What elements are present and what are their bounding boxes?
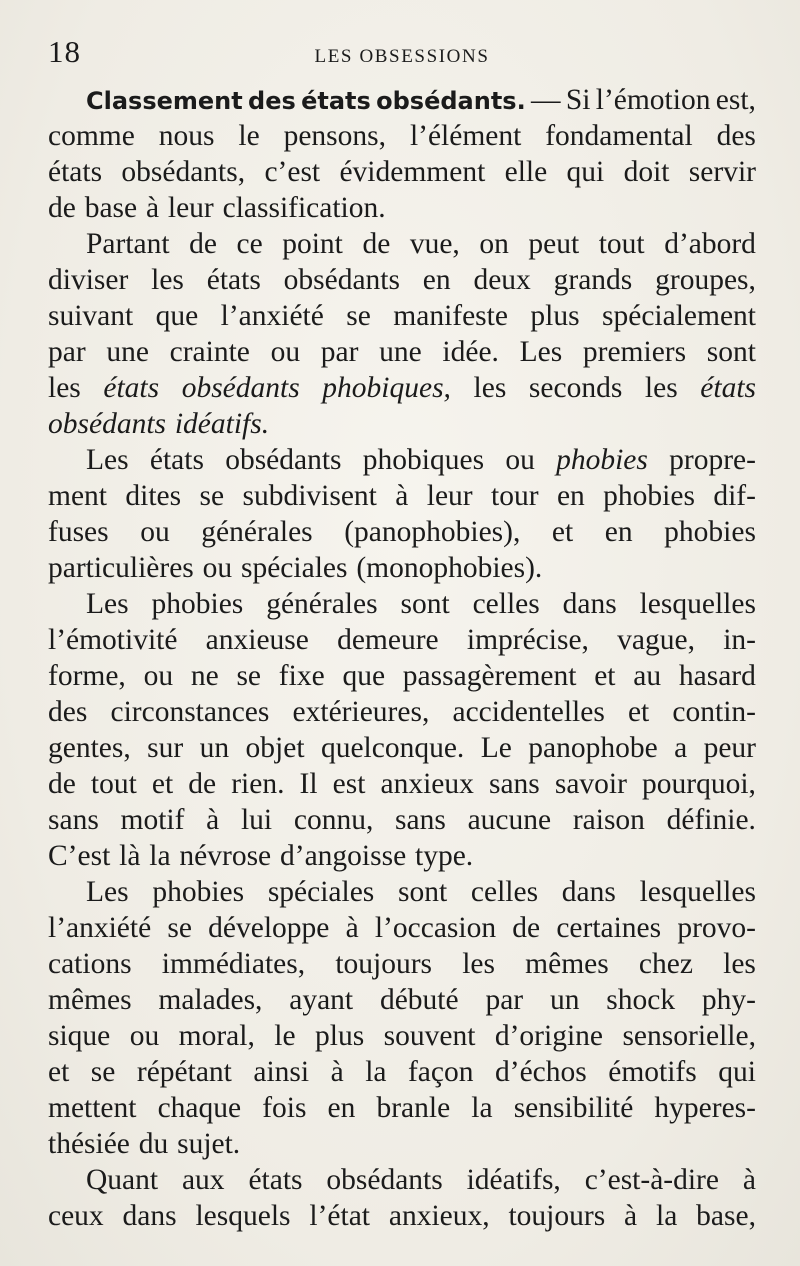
text-line <box>48 802 756 838</box>
word: celles <box>470 876 539 908</box>
word: phobiques, <box>322 372 451 404</box>
word: anxieux <box>380 768 474 800</box>
text-line <box>48 478 756 514</box>
word: phobies <box>603 480 695 512</box>
word: ou <box>129 1020 160 1052</box>
word: phobies <box>151 588 244 620</box>
word: et <box>627 696 650 728</box>
word: d’abord <box>664 228 756 260</box>
word: états <box>700 372 756 404</box>
word: se <box>346 300 371 332</box>
word: plus <box>530 300 580 332</box>
word: Les <box>86 876 129 908</box>
word: mettent <box>48 1092 137 1124</box>
word: sensibilité <box>513 1092 634 1124</box>
word: c’est <box>264 156 321 188</box>
word: sensorielle, <box>622 1020 756 1052</box>
word: tout <box>598 228 645 260</box>
word: savoir <box>554 768 627 800</box>
word: peut <box>528 228 580 260</box>
word: développe <box>208 912 330 944</box>
word: doit <box>623 156 670 188</box>
word: phobies <box>664 516 756 548</box>
body-text <box>48 82 756 1234</box>
word: sont <box>400 588 450 620</box>
word: lesquels <box>195 1200 291 1232</box>
word: raison <box>572 804 645 836</box>
word: un <box>199 732 230 764</box>
word: certaines <box>556 912 662 944</box>
word: Les <box>86 588 129 620</box>
word: dites <box>125 480 182 512</box>
word: de <box>512 912 541 944</box>
word: aux <box>181 1164 225 1196</box>
word: a <box>674 732 688 764</box>
word: que <box>155 300 199 332</box>
word: shock <box>606 984 676 1016</box>
word: états <box>103 372 160 404</box>
word: contin- <box>672 696 756 728</box>
word: et <box>551 516 574 548</box>
word: sans <box>395 804 446 836</box>
word: phy- <box>701 984 756 1016</box>
word: et <box>48 1056 70 1088</box>
word: c’est-à-dire <box>584 1164 719 1196</box>
word: fondamental <box>545 120 693 152</box>
word: idée. <box>442 336 499 368</box>
word: mêmes <box>48 984 132 1016</box>
word: à <box>742 1164 756 1196</box>
word: elle <box>504 156 548 188</box>
word: vague, <box>617 624 695 656</box>
word: vue, <box>409 228 460 260</box>
word: dans <box>561 876 616 908</box>
word: de <box>189 228 217 260</box>
text-line <box>48 118 756 154</box>
word: est <box>332 768 366 800</box>
word: aucune <box>467 804 552 836</box>
word: sans <box>488 768 540 800</box>
text-line <box>48 982 756 1018</box>
word: sans <box>48 804 99 836</box>
word: plus <box>315 1020 365 1052</box>
page-header <box>48 34 756 68</box>
word: l’émotion <box>595 84 711 116</box>
word: C’est <box>48 840 111 872</box>
word: l’élément <box>409 120 522 152</box>
word: à <box>330 1056 344 1088</box>
text-line <box>48 514 756 550</box>
word: de <box>188 768 217 800</box>
word: malades, <box>158 984 263 1016</box>
word: ainsi <box>253 1056 310 1088</box>
word: la <box>365 1056 387 1088</box>
word: groupes, <box>655 264 756 296</box>
word: chez <box>638 948 693 980</box>
section-heading-word: Classement <box>86 87 243 115</box>
word: à <box>624 1200 638 1232</box>
word: peur <box>703 732 756 764</box>
text-line <box>48 1162 756 1198</box>
word: (panophobies), <box>344 516 521 548</box>
word: ou <box>270 336 301 368</box>
word: névrose <box>179 840 272 872</box>
word: hyperes- <box>654 1092 756 1124</box>
word: obsédants <box>181 372 300 404</box>
word: — <box>531 84 561 116</box>
word: fuses <box>48 516 109 548</box>
word: diviser <box>48 264 129 296</box>
word: ou <box>505 444 535 476</box>
word: l’occasion <box>374 912 497 944</box>
word: débuté <box>379 984 459 1016</box>
word: phobies <box>152 876 245 908</box>
word: grands <box>553 264 633 296</box>
word: dans <box>562 588 617 620</box>
word: l’émotivité <box>48 624 178 656</box>
text-line <box>48 1054 756 1090</box>
word: provo- <box>677 912 756 944</box>
text-line <box>48 1198 756 1234</box>
word: les <box>48 372 81 404</box>
text-line <box>48 694 756 730</box>
word: lesquelles <box>639 876 756 908</box>
word: la <box>149 840 171 872</box>
word: l’état <box>309 1200 370 1232</box>
word: lesquelles <box>639 588 756 620</box>
word: seconds <box>528 372 623 404</box>
word: tour <box>491 480 539 512</box>
word: souvent <box>383 1020 476 1052</box>
word: une <box>379 336 422 368</box>
text-line <box>48 766 756 802</box>
word: idéatifs. <box>174 408 270 440</box>
word: d’échos <box>495 1056 587 1088</box>
word: leur <box>426 480 473 512</box>
word: dans <box>122 1200 177 1232</box>
word: se <box>90 1056 116 1088</box>
word: obsédants <box>283 264 400 296</box>
word: chaque <box>157 1092 242 1124</box>
page-number: 18 <box>48 34 81 69</box>
word: premiers <box>582 336 687 368</box>
word: à <box>145 192 160 224</box>
word: sique <box>48 1020 111 1052</box>
word: branle <box>376 1092 451 1124</box>
text-line <box>48 406 756 442</box>
word: spéciales <box>267 876 375 908</box>
word: états <box>206 264 261 296</box>
word: et <box>151 768 174 800</box>
text-line <box>48 298 756 334</box>
word: particulières <box>48 552 194 584</box>
word: à <box>345 912 359 944</box>
text-line <box>48 622 756 658</box>
word: extérieures, <box>292 696 430 728</box>
word: obsédants <box>48 408 166 440</box>
word: type. <box>415 840 474 872</box>
word: définie. <box>666 804 756 836</box>
word: sur <box>147 732 184 764</box>
word: les <box>644 372 678 404</box>
text-line <box>48 1018 756 1054</box>
word: Si <box>565 84 591 116</box>
text-line <box>48 838 756 874</box>
word: états <box>248 1164 303 1196</box>
text-line <box>48 154 756 190</box>
word: connu, <box>293 804 374 836</box>
word: des <box>716 120 756 152</box>
word: ou <box>140 516 170 548</box>
word: se <box>199 480 225 512</box>
text-line <box>48 550 756 586</box>
word: manifeste <box>393 300 508 332</box>
word: au <box>633 660 662 692</box>
word: anxieux, <box>388 1200 490 1232</box>
word: suivant <box>48 300 134 332</box>
word: ayant <box>289 984 354 1016</box>
text-line <box>48 730 756 766</box>
word: ou <box>143 660 174 692</box>
word: un <box>549 984 580 1016</box>
word: circonstances <box>110 696 270 728</box>
text-line <box>48 586 756 622</box>
word: les <box>723 948 756 980</box>
word: nous <box>158 120 215 152</box>
word: hasard <box>678 660 756 692</box>
word: Le <box>480 732 512 764</box>
text-line <box>48 334 756 370</box>
word: pensons, <box>283 120 387 152</box>
word: états <box>149 444 204 476</box>
word: là <box>119 840 141 872</box>
word: générales <box>201 516 313 548</box>
word: sont <box>398 876 448 908</box>
word: ne <box>190 660 219 692</box>
word: est, <box>715 84 756 116</box>
word: comme <box>48 120 135 152</box>
word: servir <box>688 156 756 188</box>
word: imprécise, <box>466 624 589 656</box>
section-heading-word: des <box>248 87 296 115</box>
text-line <box>48 946 756 982</box>
word: la <box>471 1092 493 1124</box>
word: celles <box>472 588 540 620</box>
word: mêmes <box>525 948 609 980</box>
word: les <box>151 264 184 296</box>
word: le <box>238 120 260 152</box>
word: ment <box>48 480 107 512</box>
word: on <box>479 228 509 260</box>
word: par <box>485 984 524 1016</box>
text-line <box>48 1126 756 1162</box>
text-line <box>48 910 756 946</box>
text-line <box>48 442 756 478</box>
word: toujours <box>508 1200 606 1232</box>
word: Les <box>519 336 563 368</box>
word: et <box>594 660 616 692</box>
word: en <box>422 264 451 296</box>
word: une <box>106 336 149 368</box>
word: se <box>236 660 262 692</box>
word: demeure <box>337 624 439 656</box>
text-line <box>48 190 756 226</box>
word: quelconque. <box>320 732 465 764</box>
word: répétant <box>136 1056 232 1088</box>
word: ceux <box>48 1200 104 1232</box>
word: tout <box>90 768 137 800</box>
word: l’anxiété <box>48 912 152 944</box>
word: évidemment <box>339 156 486 188</box>
word: crainte <box>169 336 250 368</box>
word: sujet. <box>177 1128 241 1160</box>
text-line <box>48 658 756 694</box>
word: Les <box>86 444 129 476</box>
word: motif <box>120 804 185 836</box>
running-head: LES OBSESSIONS <box>314 46 490 67</box>
word: accidentelles <box>452 696 605 728</box>
word: base <box>84 192 138 224</box>
word: forme, <box>48 660 126 692</box>
word: thésiée <box>48 1128 130 1160</box>
word: sont <box>706 336 756 368</box>
word: que <box>342 660 386 692</box>
word: pourquoi, <box>642 768 756 800</box>
word: l’anxiété <box>220 300 324 332</box>
word: anxieuse <box>205 624 309 656</box>
word: gentes, <box>48 732 131 764</box>
word: classification. <box>222 192 386 224</box>
word: Il <box>299 768 318 800</box>
word: la <box>656 1200 678 1232</box>
word: générales <box>266 588 378 620</box>
word: subdivisent <box>242 480 377 512</box>
word: Quant <box>86 1164 159 1196</box>
word: deux <box>473 264 531 296</box>
word: états <box>48 156 103 188</box>
word: d’angoisse <box>280 840 407 872</box>
word: en <box>556 480 585 512</box>
word: fixe <box>278 660 325 692</box>
word: lui <box>240 804 273 836</box>
word: spéciales <box>240 552 348 584</box>
word: à <box>395 480 409 512</box>
word: d’origine <box>494 1020 603 1052</box>
section-heading-word: états <box>301 87 371 115</box>
word: le <box>274 1020 296 1052</box>
word: (monophobies). <box>356 552 543 584</box>
word: objet <box>245 732 305 764</box>
word: passagèrement <box>402 660 577 692</box>
text-line <box>48 1090 756 1126</box>
word: moral, <box>178 1020 255 1052</box>
word: obsédants, <box>121 156 246 188</box>
word: façon <box>407 1056 474 1088</box>
word: phobiques <box>362 444 485 476</box>
word: de <box>362 228 391 260</box>
word: qui <box>718 1056 756 1088</box>
word: les <box>473 372 507 404</box>
word: les <box>462 948 495 980</box>
word: panophobe <box>528 732 658 764</box>
word: dif- <box>713 480 756 512</box>
word: en <box>604 516 633 548</box>
word: propre- <box>669 444 756 476</box>
word: Partant <box>86 228 170 260</box>
section-heading-word: obsédants. <box>376 87 526 115</box>
word: de <box>48 768 76 800</box>
word: in- <box>723 624 756 656</box>
word: toujours <box>335 948 433 980</box>
word: du <box>138 1128 169 1160</box>
text-line <box>48 226 756 262</box>
word: émotifs <box>608 1056 697 1088</box>
text-line <box>48 370 756 406</box>
word: phobies <box>556 444 648 476</box>
word: idéatifs, <box>466 1164 561 1196</box>
word: base, <box>696 1200 756 1232</box>
word: cations <box>48 948 132 980</box>
word: par <box>48 336 86 368</box>
word: immédiates, <box>161 948 306 980</box>
word: obsédants <box>225 444 342 476</box>
word: obsédants <box>326 1164 443 1196</box>
word: ou <box>202 552 233 584</box>
word: spécialement <box>602 300 756 332</box>
word: point <box>282 228 343 260</box>
text-line <box>48 262 756 298</box>
text-line <box>48 82 756 118</box>
word: rien. <box>231 768 285 800</box>
word: ce <box>236 228 263 260</box>
word: leur <box>167 192 214 224</box>
text-line <box>48 874 756 910</box>
word: des <box>48 696 88 728</box>
word: en <box>327 1092 356 1124</box>
word: par <box>320 336 359 368</box>
word: à <box>206 804 220 836</box>
word: de <box>48 192 76 224</box>
word: fois <box>262 1092 307 1124</box>
word: se <box>167 912 192 944</box>
word: qui <box>566 156 605 188</box>
